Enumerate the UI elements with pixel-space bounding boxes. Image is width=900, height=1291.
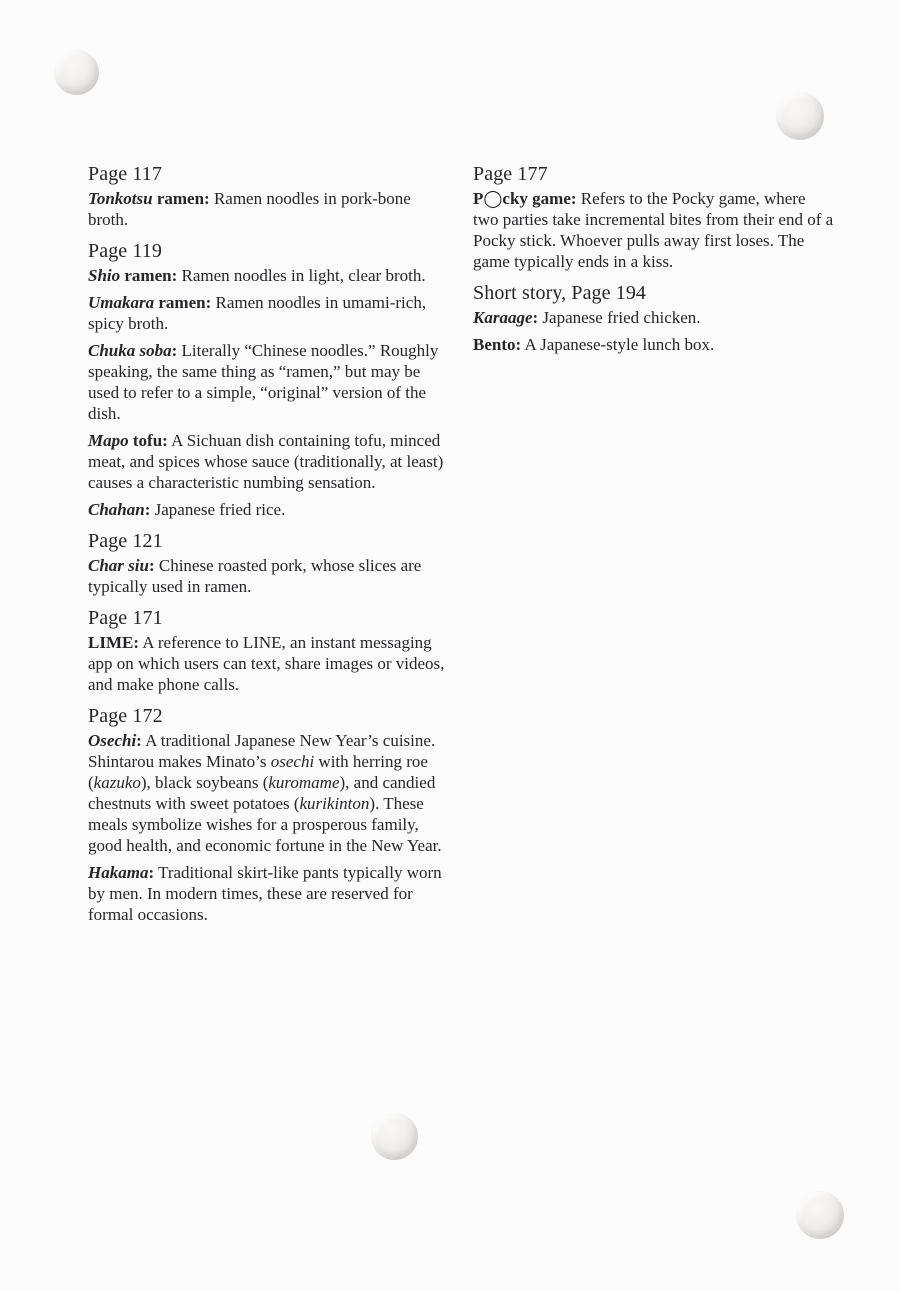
entry-text: A Sichuan dish containing tofu, minced meat, and spices whose sauce (traditionally, at least) causes a characteristic numbing sensation. xyxy=(88,431,444,492)
page-heading: Page 121 xyxy=(88,530,163,552)
entry-text: with herring roe ( xyxy=(88,752,428,792)
bubble-decoration xyxy=(371,1113,418,1160)
entry-term: LIME: xyxy=(88,633,139,652)
page-heading: Page 171 xyxy=(88,607,163,629)
bubble-decoration xyxy=(776,92,824,140)
entry-text: A traditional Japanese New Year’s cuisine. Shintarou makes Minato’s xyxy=(88,731,436,771)
glossary-entry xyxy=(473,307,835,328)
entry-text: Japanese fried chicken. xyxy=(538,308,701,327)
entry-text: Ramen noodles in light, clear broth. xyxy=(177,266,426,285)
page-heading: Short story, Page 194 xyxy=(473,282,647,304)
entry-term: Char siu xyxy=(88,556,149,575)
entry-text: A reference to LINE, an instant messaging app on which users can text, share images or videos, and make phone calls. xyxy=(88,633,445,694)
entry-term: Hakama xyxy=(88,863,149,882)
entry-term: kuromame xyxy=(268,773,340,792)
entry-term: kazuko xyxy=(93,773,141,792)
entry-term: ramen: xyxy=(120,266,178,285)
page-heading: Page 177 xyxy=(473,163,548,185)
entry-term: : xyxy=(148,863,155,882)
entry-text: A Japanese-style lunch box. xyxy=(521,335,715,354)
entry-term: : xyxy=(148,556,155,575)
page-heading: Page 119 xyxy=(88,240,162,262)
glossary-entry xyxy=(473,334,835,355)
entry-term: ramen: xyxy=(154,293,212,312)
entry-text: Chinese roasted pork, whose slices are typically used in ramen. xyxy=(88,556,422,596)
glossary-entry xyxy=(88,188,445,230)
entry-term: Tonkotsu xyxy=(88,189,153,208)
entry-term: osechi xyxy=(270,752,315,771)
glossary-entry xyxy=(473,188,835,272)
page-heading: Page 172 xyxy=(88,705,163,727)
entry-term: ramen: xyxy=(152,189,210,208)
glossary-column-left xyxy=(88,163,445,931)
glossary-entry xyxy=(88,862,445,925)
glossary-entry xyxy=(88,730,445,856)
entry-text: Japanese fried rice. xyxy=(150,500,286,519)
entry-term: : xyxy=(136,731,142,750)
entry-term: : xyxy=(532,308,539,327)
entry-text: Ramen noodles in pork-bone broth. xyxy=(88,189,411,229)
entry-text: Literally “Chinese noodles.” Roughly speaking, the same thing as “ramen,” but may be used to refer to a simple, “original” version of the dish. xyxy=(88,341,439,423)
glossary-column-right xyxy=(473,163,835,361)
glossary-entry xyxy=(88,555,445,597)
entry-term: : xyxy=(171,341,178,360)
entry-text: Refers to the Pocky game, where two parties take incremental bites from their end of a Pocky stick. Whoever pulls away first loses. The game typically ends in a kiss. xyxy=(473,189,834,271)
glossary-entry xyxy=(88,340,445,424)
glossary-entry xyxy=(88,292,445,334)
glossary-entry xyxy=(88,632,445,695)
bubble-decoration xyxy=(796,1191,844,1239)
entry-term: Mapo xyxy=(88,431,129,450)
entry-text: ), black soybeans ( xyxy=(140,773,269,792)
entry-text: ), and candied chestnuts with sweet potatoes ( xyxy=(88,773,436,813)
entry-text: Traditional skirt-like pants typically worn by men. In modern times, these are reserved for formal occasions. xyxy=(88,863,442,924)
entry-term: Chahan xyxy=(88,500,145,519)
entry-term: : xyxy=(144,500,151,519)
entry-text: ). These meals symbolize wishes for a prosperous family, good health, and economic fortune in the New Year. xyxy=(88,794,442,855)
entry-term: Bento: xyxy=(473,335,522,354)
entry-text: Ramen noodles in umami-rich, spicy broth. xyxy=(88,293,427,333)
entry-term: Osechi xyxy=(88,731,137,750)
entry-term: Chuka soba xyxy=(88,341,172,360)
entry-term: P◯cky game: xyxy=(473,189,577,208)
glossary-entry xyxy=(88,265,445,286)
entry-term: Umakara xyxy=(88,293,155,312)
entry-term: Shio xyxy=(88,266,121,285)
entry-term: Karaage xyxy=(473,308,533,327)
page-heading: Page 117 xyxy=(88,163,162,185)
bubble-decoration xyxy=(54,50,99,95)
glossary-entry xyxy=(88,430,445,493)
entry-term: tofu: xyxy=(128,431,168,450)
glossary-entry xyxy=(88,499,445,520)
entry-term: kurikinton xyxy=(299,794,370,813)
